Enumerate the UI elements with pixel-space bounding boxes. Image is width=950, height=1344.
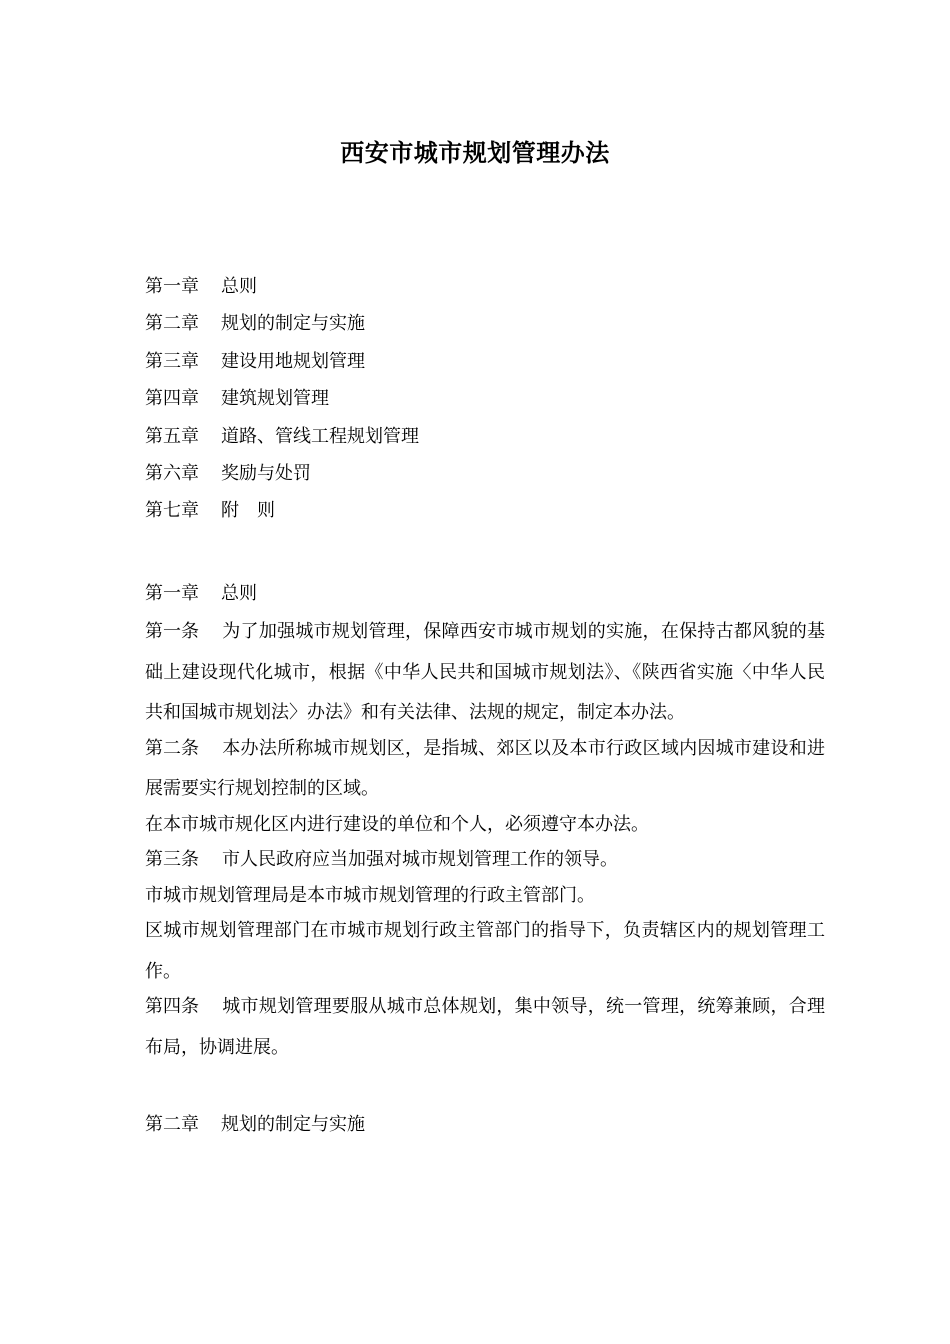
article-paragraph (145, 612, 825, 734)
article-text: 市人民政府应当加强对城市规划管理工作的领导。 (222, 849, 618, 870)
article-paragraph (145, 876, 825, 917)
document-body (145, 579, 825, 1148)
toc-item (145, 496, 825, 533)
toc-chapter-title: 规划的制定与实施 (221, 313, 365, 335)
article-paragraph (145, 911, 825, 992)
article-paragraph (145, 840, 825, 881)
toc-chapter-title: 总则 (221, 276, 257, 297)
table-of-contents (145, 272, 825, 534)
chapter-heading (145, 1110, 825, 1140)
toc-chapter-title: 道路、管线工程规划管理 (221, 425, 419, 447)
toc-chapter-number: 第六章 (145, 462, 199, 484)
toc-item (145, 347, 825, 384)
chapter-number: 第一章 (145, 583, 199, 604)
article-paragraph (145, 805, 825, 846)
toc-item (145, 309, 825, 346)
toc-item (145, 272, 825, 309)
article-number: 第三条 (145, 849, 199, 870)
toc-item (145, 422, 825, 459)
article-text: 区城市规划管理部门在市城市规划行政主管部门的指导下，负责辖区内的规划管理工作。 (145, 920, 825, 982)
toc-chapter-number: 第七章 (145, 500, 199, 522)
toc-chapter-title: 奖励与处罚 (221, 462, 311, 484)
document-title: 西安市城市规划管理办法 (340, 139, 610, 167)
chapter-number: 第二章 (145, 1113, 199, 1135)
toc-chapter-number: 第五章 (145, 425, 199, 447)
toc-item (145, 384, 825, 421)
article-paragraph (145, 729, 825, 810)
toc-chapter-title: 建设用地规划管理 (221, 350, 365, 372)
toc-chapter-number: 第二章 (145, 313, 199, 335)
article-number: 第二条 (145, 737, 199, 759)
article-text: 本办法所称城市规划区，是指城、郊区以及本市行政区域内因城市建设和进展需要实行规划控制的区域。 (145, 737, 825, 799)
chapter-title: 规划的制定与实施 (221, 1113, 365, 1135)
chapter-title: 总则 (221, 583, 257, 604)
article-text: 为了加强城市规划管理，保障西安市城市规划的实施，在保持古都风貌的基础上建设现代化城市，根据《中华人民共和国城市规划法》、《陕西省实施〈中华人民共和国城市规划法〉办法》和有关法律、法规的规定，制定本办法。 (145, 621, 825, 723)
article-number: 第一条 (145, 621, 199, 642)
article-number: 第四条 (145, 996, 199, 1017)
toc-chapter-title: 附 则 (221, 500, 275, 522)
toc-chapter-number: 第四章 (145, 388, 199, 410)
article-text: 在本市城市规化区内进行建设的单位和个人，必须遵守本办法。 (145, 813, 649, 835)
section-spacer (145, 1068, 825, 1110)
toc-item (145, 459, 825, 496)
article-paragraph (145, 987, 825, 1068)
toc-chapter-number: 第三章 (145, 350, 199, 372)
article-text: 市城市规划管理局是本市城市规划管理的行政主管部门。 (145, 884, 595, 906)
article-text: 城市规划管理要服从城市总体规划，集中领导，统一管理，统筹兼顾，合理布局，协调进展。 (145, 996, 825, 1058)
toc-chapter-number: 第一章 (145, 276, 199, 297)
chapter-heading (145, 579, 825, 609)
toc-chapter-title: 建筑规划管理 (221, 388, 329, 410)
